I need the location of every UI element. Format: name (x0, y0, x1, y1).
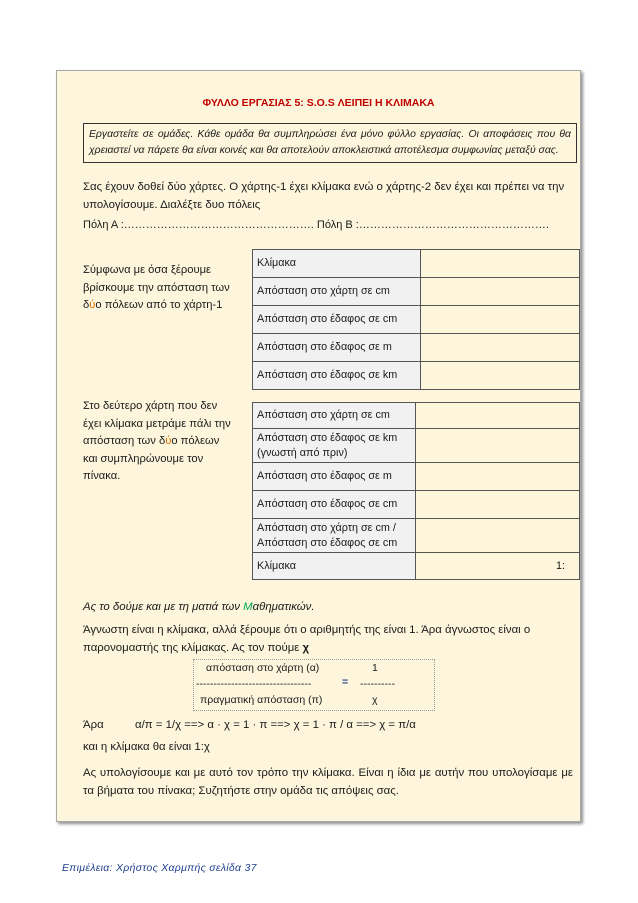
table1-label: Κλίμακα (253, 250, 421, 278)
side-text-map2 (83, 398, 233, 486)
table-row (253, 306, 580, 334)
table1-label: Απόσταση στο έδαφος σε km (253, 362, 421, 390)
discussion-paragraph: Ας υπολογίσουμε και με αυτό τον τρόπο την κλίμακα. Είναι η ίδια με αυτήν που υπολογίσαμε με τα βήματα του πίνακα; Συζητήστε στην ομάδα τις απόψεις σας. (83, 767, 573, 797)
table2-label: Απόσταση στο έδαφος σε km (γνωστή από πριν) (253, 429, 416, 463)
table-row (253, 250, 580, 278)
table-row (253, 491, 580, 519)
fraction-dash-left: --------------------------------- (196, 678, 312, 690)
para2-x: χ (302, 641, 310, 654)
side2-accent: ύ (165, 435, 172, 447)
fraction-dash-right: ---------- (360, 678, 395, 690)
table1-label: Απόσταση στο έδαφος σε m (253, 334, 421, 362)
page-footer: Επιμέλεια: Χρήστος Χαρμπής σελίδα 37 (62, 862, 257, 874)
intro-paragraph: Σας έχουν δοθεί δύο χάρτες. Ο χάρτης-1 έχει κλίμακα ενώ ο χάρτης-2 δεν έχει και πρέπει να την υπολογίσουμε. Διαλέξτε δυο πόλεις (83, 181, 565, 211)
table-row (253, 429, 580, 463)
table1-label: Απόσταση στο έδαφος σε cm (253, 306, 421, 334)
unknown-scale-paragraph (83, 622, 573, 657)
table2-input[interactable] (416, 491, 580, 519)
worksheet-title: ΦΥΛΛΟ ΕΡΓΑΣΙΑΣ 5: S.O.S ΛΕΙΠΕΙ Η ΚΛΙΜΑΚΑ (202, 97, 435, 109)
side1-part-b: ο πόλεων από το χάρτη-1 (95, 299, 223, 311)
table2-label: Απόσταση στο έδαφος σε m (253, 463, 416, 491)
worksheet-sheet (56, 70, 581, 822)
conclusion-line: και η κλίμακα θα είναι 1:χ (83, 741, 210, 753)
table2-input[interactable] (416, 463, 580, 491)
table1-input[interactable] (421, 250, 580, 278)
table1-label: Απόσταση στο χάρτη σε cm (253, 278, 421, 306)
ara-label: Άρα (83, 719, 104, 731)
fraction-num-right: 1 (372, 662, 378, 674)
table-row (253, 334, 580, 362)
table2-label: Απόσταση στο χάρτη σε cm (253, 403, 416, 429)
side1-accent: ύ (89, 299, 96, 311)
table1-input[interactable] (421, 278, 580, 306)
table-map2 (252, 402, 580, 580)
math-heading-part-a: Ας το δούμε και με τη ματιά των (83, 601, 244, 613)
math-heading-m: Μ (243, 601, 253, 613)
side1-part-a: Σύμφωνα με όσα ξέρουμε βρίσκουμε την απόσταση των δ (83, 264, 230, 311)
fraction-num-left: απόσταση στο χάρτη (α) (206, 662, 320, 674)
table-row (253, 463, 580, 491)
table1-input[interactable] (421, 306, 580, 334)
table2-label: Κλίμακα (253, 553, 416, 580)
math-heading-part-b: αθηματικών. (252, 601, 315, 613)
table-row (253, 519, 580, 553)
scale-value[interactable]: 1: (416, 553, 580, 580)
table2-input[interactable] (416, 519, 580, 553)
table-row (253, 553, 580, 580)
scale-fraction (193, 659, 435, 711)
table2-input[interactable] (416, 403, 580, 429)
table2-input[interactable] (416, 429, 580, 463)
table2-label: Απόσταση στο χάρτη σε cm / Απόσταση στο έδαφος σε cm (253, 519, 416, 553)
side-text-map1 (83, 262, 233, 315)
formula-line: α/π = 1/χ ==> α · χ = 1 · π ==> χ = 1 · π / α ==> χ = π/α (135, 719, 416, 731)
table-map1 (252, 249, 580, 390)
table2-label: Απόσταση στο έδαφος σε cm (253, 491, 416, 519)
table-row (253, 362, 580, 390)
intro-box: Εργαστείτε σε ομάδες. Κάθε ομάδα θα συμπληρώσει ένα μόνο φύλλο εργασίας. Οι αποφάσεις που θα χρειαστεί να πάρετε θα είναι κοινές και θα αποτελούν αποκλειστικά αποτέλεσμα συμφωνίας μεταξύ σας. (83, 123, 577, 163)
para2-text: Άγνωστη είναι η κλίμακα, αλλά ξέρουμε ότι ο αριθμητής της είναι 1. Άρα άγνωστος είναι ο παρονομαστής της κλίμακας. Ας τον πούμε (83, 624, 531, 654)
math-heading (83, 599, 573, 617)
fraction-den-left: πραγματική απόσταση (π) (200, 694, 323, 706)
fraction-den-right: χ (372, 694, 378, 706)
cities-line: Πόλη Α :……………………………………………. Πόλη Β :……………………………………………. (83, 219, 549, 231)
table-row (253, 278, 580, 306)
table1-input[interactable] (421, 362, 580, 390)
table-row (253, 403, 580, 429)
table1-input[interactable] (421, 334, 580, 362)
side2-part-a: Στο δεύτερο χάρτη που δεν έχει κλίμακα μετράμε πάλι την απόσταση των δ (83, 400, 231, 447)
fraction-equals: = (342, 676, 349, 688)
side2-part-b: ο πόλεων και συμπληρώνουμε τον πίνακα. (83, 435, 220, 482)
